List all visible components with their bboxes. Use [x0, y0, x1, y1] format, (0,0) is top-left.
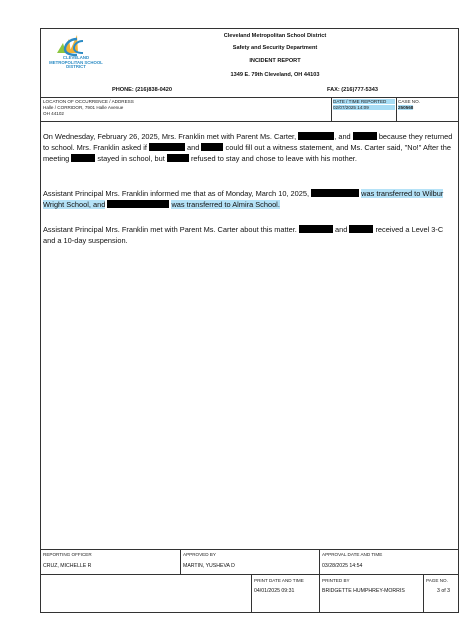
divider [40, 121, 459, 122]
case-no-label: CASE NO. [398, 99, 420, 104]
reporting-officer-label: REPORTING OFFICER [43, 552, 92, 557]
redaction-bar [311, 189, 359, 197]
narrative-paragraph-3: Assistant Principal Mrs. Franklin met with Parent Ms. Carter about this matter. and received a Level 3-C and a 10-day suspension. [43, 225, 444, 245]
report-title: INCIDENT REPORT [249, 58, 301, 64]
redaction-bar [353, 132, 377, 140]
print-date-label: PRINT DATE AND TIME [254, 578, 304, 583]
redaction-bar [107, 200, 169, 208]
page-no-label: PAGE NO. [426, 578, 448, 583]
date-reported-value: 02/07/2025 14:09 [333, 105, 395, 110]
divider [331, 97, 332, 121]
case-no-value: 250568 [398, 105, 414, 110]
narrative-paragraph-1: On Wednesday, February 26, 2025, Mrs. Franklin met with Parent Ms. Carter, , and because they returned to school. Mrs. Franklin asked if and could fill out a witness statement, and Ms. Carter said, "No!" After the meeting stayed in school, but refused to stay and chose to leave with his mother. [43, 132, 453, 163]
divider [251, 574, 252, 613]
redaction-bar [201, 143, 223, 151]
divider [40, 549, 459, 550]
redaction-bar [149, 143, 185, 151]
narrative-paragraph-2: Assistant Principal Mrs. Franklin informed me that as of Monday, March 10, 2025, was transferred to Wilbur Wright School, and was transferred to Almira School. [43, 189, 444, 209]
reporting-officer-value: CRUZ, MICHELLE R [43, 563, 92, 569]
location-label: LOCATION OF OCCURRENCE / ADDRESS [43, 99, 134, 104]
print-date-value: 04/01/2025 09:31 [254, 588, 295, 594]
redaction-bar [349, 225, 373, 233]
department-name: Safety and Security Department [232, 45, 318, 51]
approved-by-label: APPROVED BY [183, 552, 216, 557]
phone-number: PHONE: (216)838-0420 [112, 87, 173, 93]
logo-text: CLEVELAND METROPOLITAN SCHOOL DISTRICT [49, 55, 103, 70]
approval-date-value: 03/28/2025 14:54 [322, 563, 363, 569]
district-address: 1349 E. 79th Cleveland, OH 44103 [230, 72, 320, 78]
printed-by-value: BRIDGETTE HUMPHREY-MORRIS [322, 588, 405, 594]
page-no-value: 3 of 3 [437, 588, 450, 594]
fax-number: FAX: (216)777-5343 [327, 87, 378, 93]
divider [180, 549, 181, 574]
redaction-bar [167, 154, 189, 162]
location-zip: OH 44102 [43, 111, 64, 116]
location-value: Halle / CORRIDOR, 7901 Halle Avenue [43, 105, 124, 110]
approval-date-label: APPROVAL DATE AND TIME [322, 552, 383, 557]
district-name: Cleveland Metropolitan School District [223, 33, 327, 39]
divider [396, 97, 397, 121]
redaction-bar [298, 132, 334, 140]
printed-by-label: PRINTED BY [322, 578, 350, 583]
date-reported-label: DATE / TIME REPORTED [333, 99, 395, 104]
divider [40, 574, 459, 575]
divider [423, 574, 424, 613]
approved-by-value: MARTIN, YUSHEVA D [183, 563, 235, 569]
divider [319, 549, 320, 613]
redaction-bar [299, 225, 333, 233]
redaction-bar [71, 154, 95, 162]
